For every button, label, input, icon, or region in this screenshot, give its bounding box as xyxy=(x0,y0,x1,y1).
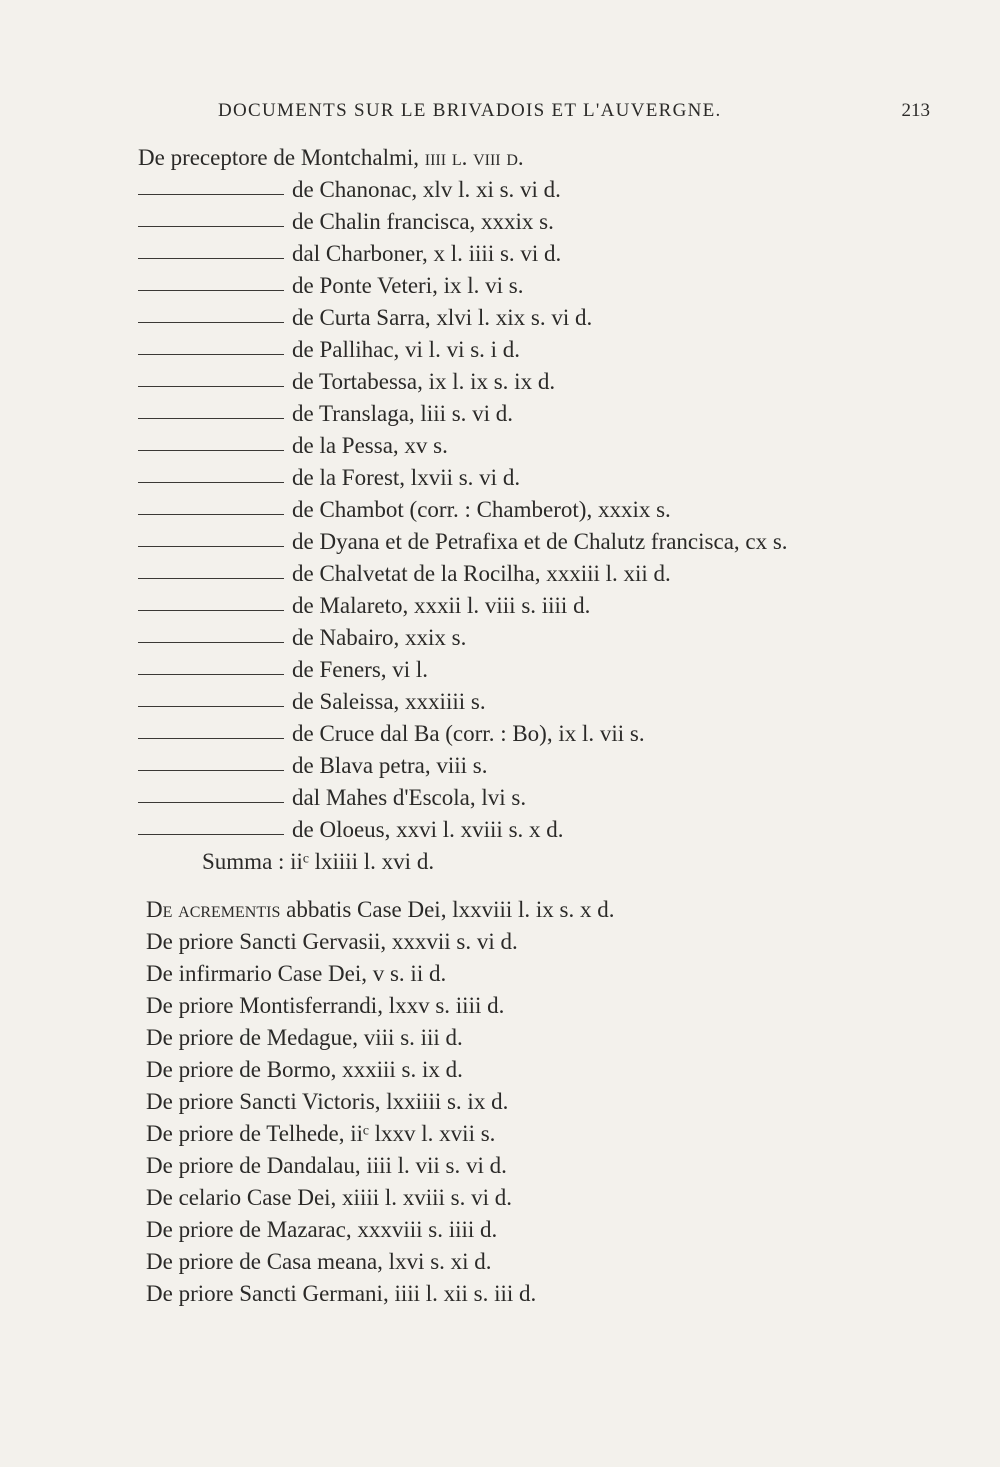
prior-entry-text: De priore de Dandalau, iiii l. vii s. vi d. xyxy=(146,1153,507,1178)
prior-entry-text: De priore Sancti Gervasii, xxxvii s. vi d. xyxy=(146,929,518,954)
prior-entry xyxy=(138,958,918,990)
ditto-rule xyxy=(138,737,284,739)
ditto-rule xyxy=(138,801,284,803)
prior-entry-text: De priore de Telhede, iiᶜ lxxv l. xvii s. xyxy=(146,1121,496,1146)
prior-entry-text: De infirmario Case Dei, v s. ii d. xyxy=(146,961,447,986)
ditto-entry-text: de Chalin francisca, xxxix s. xyxy=(292,209,554,234)
ditto-entry-text: de Dyana et de Petrafixa et de Chalutz francisca, cx s. xyxy=(292,529,788,554)
ditto-rule xyxy=(138,225,284,227)
ditto-entry-text: de Feners, vi l. xyxy=(292,657,429,682)
ditto-rule xyxy=(138,385,284,387)
ditto-entry xyxy=(138,206,918,238)
ditto-entry-text: de Oloeus, xxvi l. xviii s. x d. xyxy=(292,817,564,842)
prior-entry-text: De celario Case Dei, xiiii l. xviii s. vi d. xyxy=(146,1185,513,1210)
ditto-rule xyxy=(138,513,284,515)
prior-entry xyxy=(138,1214,918,1246)
ditto-rule xyxy=(138,353,284,355)
ditto-entry xyxy=(138,462,918,494)
ditto-entry xyxy=(138,494,918,526)
prior-entry xyxy=(138,1278,918,1310)
ditto-entry xyxy=(138,814,918,846)
acrementis-line xyxy=(138,894,918,926)
ditto-rule xyxy=(138,609,284,611)
ditto-entries xyxy=(138,174,918,846)
prior-entry xyxy=(138,1086,918,1118)
ditto-rule xyxy=(138,193,284,195)
ditto-entry xyxy=(138,718,918,750)
ditto-rule xyxy=(138,641,284,643)
ditto-entry xyxy=(138,238,918,270)
ditto-entry xyxy=(138,622,918,654)
summa-line xyxy=(138,846,918,878)
prior-entry xyxy=(138,990,918,1022)
acrementis-head: De acrementis xyxy=(146,897,281,922)
ditto-entry xyxy=(138,302,918,334)
ditto-rule xyxy=(138,449,284,451)
ditto-entry-text: de Blava petra, viii s. xyxy=(292,753,488,778)
ditto-entry-text: de Chalvetat de la Rocilha, xxxiii l. xii d. xyxy=(292,561,671,586)
ditto-entry-text: de la Pessa, xv s. xyxy=(292,433,448,458)
ditto-entry-text: de Pallihac, vi l. vi s. i d. xyxy=(292,337,521,362)
ditto-rule xyxy=(138,417,284,419)
ditto-entry-text: de Tortabessa, ix l. ix s. ix d. xyxy=(292,369,556,394)
ditto-rule xyxy=(138,769,284,771)
ditto-entry xyxy=(138,750,918,782)
ditto-rule xyxy=(138,321,284,323)
ditto-entry xyxy=(138,366,918,398)
ditto-entry xyxy=(138,558,918,590)
ditto-entry xyxy=(138,654,918,686)
ditto-rule xyxy=(138,481,284,483)
prior-entries xyxy=(138,926,918,1310)
ditto-entry xyxy=(138,270,918,302)
running-title: DOCUMENTS SUR LE BRIVADOIS ET L'AUVERGNE. xyxy=(218,100,722,121)
acrementis-rest: abbatis Case Dei, lxxviii l. ix s. x d. xyxy=(280,897,615,922)
ditto-entry xyxy=(138,334,918,366)
prior-entry xyxy=(138,926,918,958)
prior-entry xyxy=(138,1022,918,1054)
prior-entry-text: De priore Sancti Victoris, lxxiiii s. ix d. xyxy=(146,1089,509,1114)
ditto-rule xyxy=(138,705,284,707)
section-gap xyxy=(138,878,918,894)
ditto-entry-text: de Chanonac, xlv l. xi s. vi d. xyxy=(292,177,561,202)
ditto-entry-text: de Ponte Veteri, ix l. vi s. xyxy=(292,273,524,298)
entry-first xyxy=(138,142,918,174)
page-number: 213 xyxy=(901,100,930,121)
ditto-rule xyxy=(138,545,284,547)
summa-text: Summa : iiᶜ lxiiii l. xvi d. xyxy=(202,849,435,874)
ditto-entry-text: de Cruce dal Ba (corr. : Bo), ix l. vii s. xyxy=(292,721,645,746)
prior-entry xyxy=(138,1118,918,1150)
ditto-entry xyxy=(138,430,918,462)
ditto-rule xyxy=(138,257,284,259)
prior-entry xyxy=(138,1150,918,1182)
ditto-rule xyxy=(138,673,284,675)
ditto-rule xyxy=(138,577,284,579)
ditto-entry-text: dal Mahes d'Escola, lvi s. xyxy=(292,785,527,810)
ditto-entry xyxy=(138,590,918,622)
ditto-entry xyxy=(138,526,918,558)
ditto-entry xyxy=(138,686,918,718)
prior-entry-text: De priore de Casa meana, lxvi s. xi d. xyxy=(146,1249,492,1274)
ditto-entry-text: dal Charboner, x l. iiii s. vi d. xyxy=(292,241,562,266)
prior-entry-text: De priore Montisferrandi, lxxv s. iiii d. xyxy=(146,993,505,1018)
ditto-entry xyxy=(138,174,918,206)
page-header xyxy=(140,100,930,132)
ditto-entry xyxy=(138,782,918,814)
ditto-entry-text: de Chambot (corr. : Chamberot), xxxix s. xyxy=(292,497,671,522)
ditto-entry-text: de la Forest, lxvii s. vi d. xyxy=(292,465,521,490)
entries-list xyxy=(138,142,918,1310)
prior-entry xyxy=(138,1246,918,1278)
ditto-entry-text: de Curta Sarra, xlvi l. xix s. vi d. xyxy=(292,305,593,330)
ditto-entry-text: de Translaga, liii s. vi d. xyxy=(292,401,514,426)
ditto-entry-text: de Malareto, xxxii l. viii s. iiii d. xyxy=(292,593,591,618)
ditto-entry-text: de Saleissa, xxxiiii s. xyxy=(292,689,486,714)
entry-first-amount: iiii l. viii d. xyxy=(424,145,524,170)
prior-entry-text: De priore de Medague, viii s. iii d. xyxy=(146,1025,463,1050)
prior-entry-text: De priore de Bormo, xxxiii s. ix d. xyxy=(146,1057,463,1082)
prior-entry xyxy=(138,1054,918,1086)
ditto-rule xyxy=(138,289,284,291)
entry-first-lead: De preceptore de Montchalmi, xyxy=(138,145,419,170)
ditto-rule xyxy=(138,833,284,835)
ditto-entry xyxy=(138,398,918,430)
prior-entry xyxy=(138,1182,918,1214)
prior-entry-text: De priore de Mazarac, xxxviii s. iiii d. xyxy=(146,1217,498,1242)
ditto-entry-text: de Nabairo, xxix s. xyxy=(292,625,467,650)
prior-entry-text: De priore Sancti Germani, iiii l. xii s. iii d. xyxy=(146,1281,537,1306)
